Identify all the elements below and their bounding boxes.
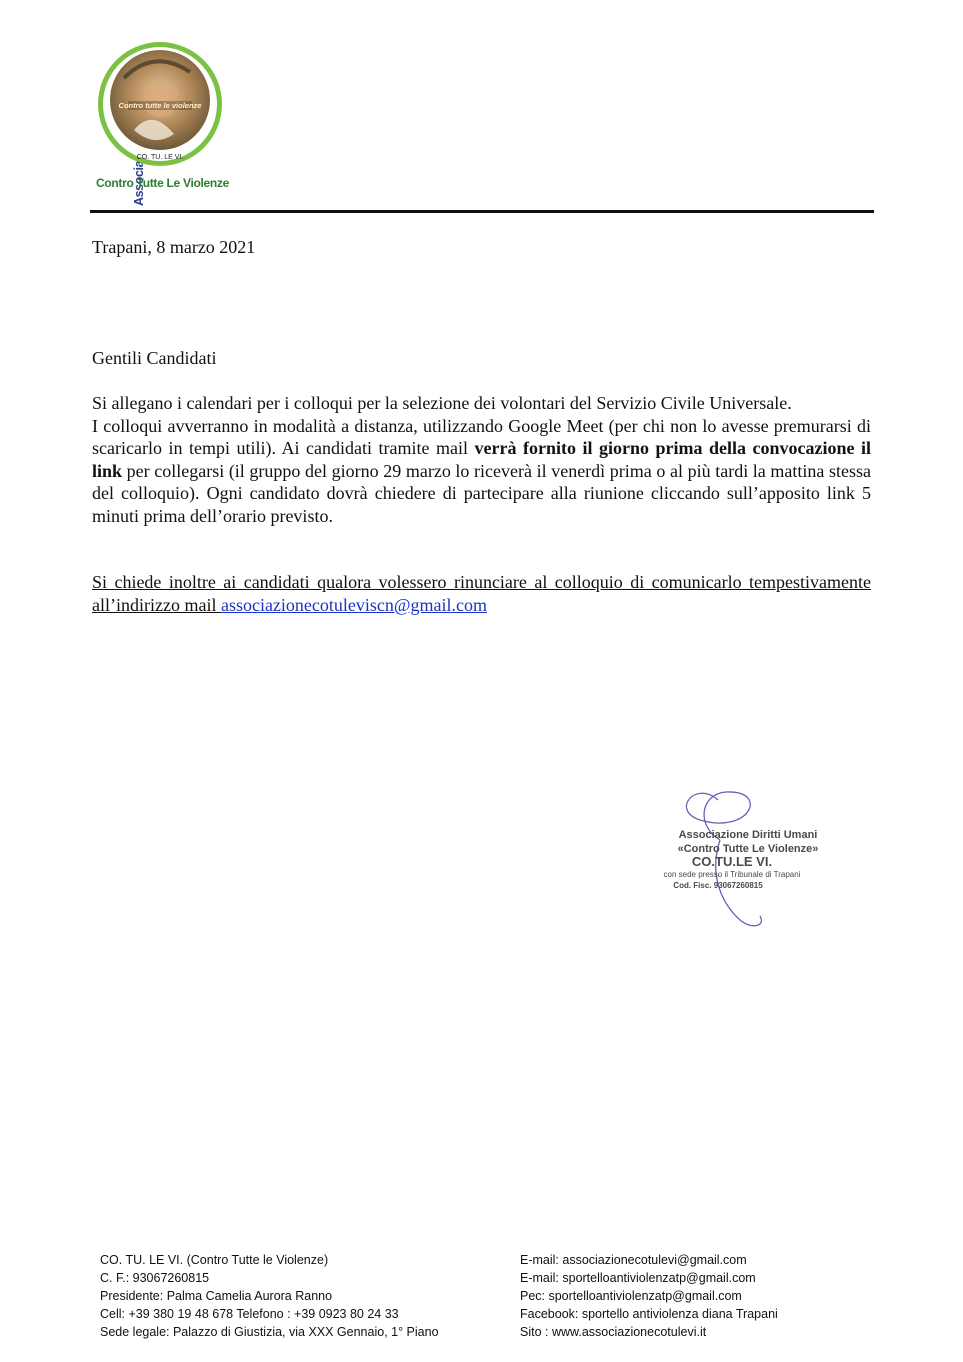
stamp-line-4: con sede presso il Tribunale di Trapani [663, 870, 801, 879]
body-text-b: per collegarsi (il gruppo del giorno 29 marzo lo riceverà il venerdì prima o al più tardi la mattina stessa del colloquio). Ogni candidato dovrà chiedere di partecipare alla riunione cliccando sull’apposito link 5 minuti prima dell’orario previsto. [92, 460, 871, 526]
logo-caption: Contro Tutte Le Violenze [96, 176, 230, 190]
stamp-line-5: Cod. Fisc. 93067260815 [673, 881, 763, 890]
vertical-org-name: Associazione [132, 130, 146, 206]
header-divider [90, 210, 874, 213]
logo-emblem-icon [94, 38, 226, 170]
body-first-line: Si allegano i calendari per i colloqui per la selezione dei volontari del Servizio Civile Universale. [92, 393, 792, 413]
footer-left-column [100, 1251, 439, 1341]
footer-right-line: Sito : www.associazionecotulevi.it [520, 1325, 707, 1339]
association-stamp [600, 780, 860, 940]
footer-left-line: Presidente: Palma Camelia Aurora Ranno [100, 1289, 333, 1303]
body-text-a: I colloqui avverranno in modalità a distanza, utilizzando Google Meet (per chi non lo avesse premurarsi di scaricarlo in tempi utili). Ai candidati tramite mail [92, 415, 871, 459]
letter-body-paragraph [92, 392, 871, 528]
body-bold-text: verrà fornito il giorno prima della convocazione il link [92, 438, 871, 481]
stamp-line-3: CO.TU.LE VI. [691, 854, 773, 869]
stamp-line-2: «Contro Tutte Le Violenze» [677, 843, 819, 855]
footer-left-line: CO. TU. LE VI. (Contro Tutte le Violenze) [100, 1253, 329, 1267]
letter-date: Trapani, 8 marzo 2021 [92, 237, 256, 257]
logo-inner-text: Contro tutte le violenze [118, 101, 202, 110]
footer-right-line: E-mail: sportelloantiviolenzatp@gmail.com [520, 1271, 756, 1285]
footer-right-line: E-mail: associazionecotulevi@gmail.com [520, 1253, 747, 1267]
withdrawal-notice-paragraph [92, 571, 871, 616]
footer-left-line: Sede legale: Palazzo di Giustizia, via XXX Gennaio, 1° Piano [100, 1325, 439, 1339]
footer-right-line: Pec: sportelloantiviolenzatp@gmail.com [520, 1289, 742, 1303]
organization-logo [66, 38, 236, 206]
logo-bottom-text: CO. TU. LE VI. [136, 154, 184, 161]
footer-right-line: Facebook: sportello antiviolenza diana Trapani [520, 1307, 778, 1321]
footer-right-column [520, 1251, 778, 1341]
contact-email-link[interactable]: associazionecotuleviscn@gmail.com [220, 594, 487, 615]
letter-greeting: Gentili Candidati [92, 348, 217, 368]
footer-left-line: Cell: +39 380 19 48 678 Telefono : +39 0923 80 24 33 [100, 1307, 399, 1321]
stamp-line-1: Associazione Diritti Umani [678, 829, 818, 841]
footer-left-line: C. F.: 93067260815 [100, 1271, 210, 1285]
notice-text: Si chiede inoltre ai candidati qualora volessero rinunciare al colloquio di comunicarlo tempestivamente all’indirizzo mail [92, 572, 871, 615]
